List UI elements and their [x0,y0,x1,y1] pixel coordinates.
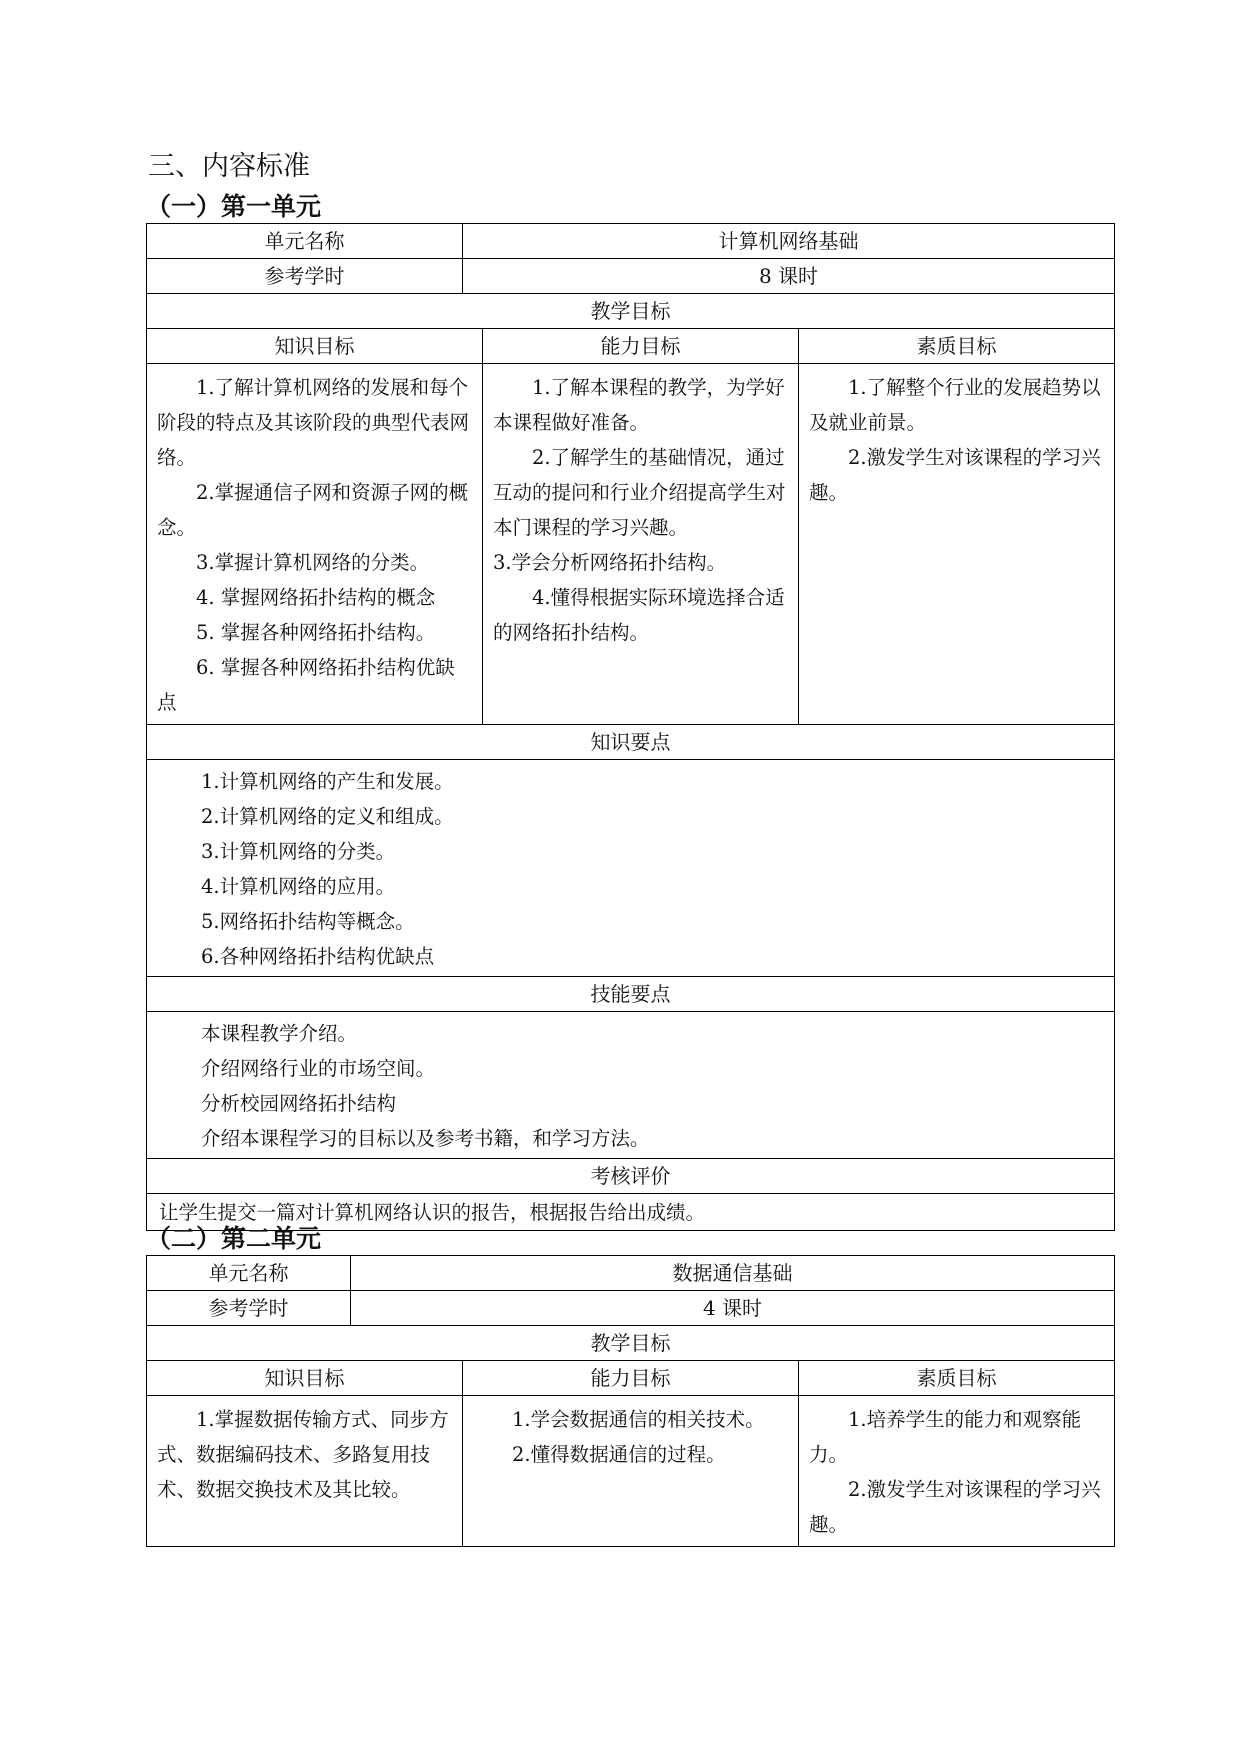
list-item: 1.了解本课程的教学，为学好本课程做好准备。 [493,376,785,434]
unit2-hours-label: 参考学时 [147,1291,351,1326]
list-item: 1.计算机网络的产生和发展。 [201,770,454,793]
list-item: 介绍本课程学习的目标以及参考书籍，和学习方法。 [201,1127,650,1150]
unit2-name-row [147,1256,1115,1291]
unit1-name-label: 单元名称 [147,224,463,259]
list-item: 3.计算机网络的分类。 [201,840,396,863]
unit2-objectives-content-row [147,1396,1115,1547]
unit1-hours-value: 8 课时 [463,259,1115,294]
list-item: 3.学会分析网络拓扑结构。 [493,551,727,574]
unit1-key-points-header: 知识要点 [147,725,1115,760]
unit1-ability-header: 能力目标 [483,329,799,364]
list-item: 分析校园网络拓扑结构 [201,1092,397,1115]
list-item: 4. 掌握网络拓扑结构的概念 [196,586,436,609]
list-item: 1.学会数据通信的相关技术。 [512,1408,765,1431]
unit2-heading: （二）第二单元 [146,1224,322,1253]
unit2-objectives-header-row [147,1326,1115,1361]
unit1-skills-cell [147,1012,1115,1159]
unit1-hours-row [147,259,1115,294]
list-item: 1.了解计算机网络的发展和每个阶段的特点及其该阶段的典型代表网络。 [157,376,470,469]
unit1-objective-columns-row [147,329,1115,364]
list-item: 2.掌握通信子网和资源子网的概念。 [157,481,469,539]
unit2-objectives-header: 教学目标 [147,1326,1115,1361]
unit1-name-row [147,224,1115,259]
unit1-assessment-text: 让学生提交一篇对计算机网络认识的报告，根据报告给出成绩。 [147,1194,1115,1231]
unit2-quality-cell [799,1396,1115,1547]
unit1-objectives-content-row [147,364,1115,725]
unit1-skills-header: 技能要点 [147,977,1115,1012]
list-item: 4.计算机网络的应用。 [201,875,396,898]
list-item: 2.激发学生对该课程的学习兴趣。 [809,446,1101,504]
unit1-quality-header: 素质目标 [799,329,1115,364]
unit1-key-points-cell [147,760,1115,977]
unit1-quality-cell [799,364,1115,725]
unit2-objective-columns-row [147,1361,1115,1396]
unit1-key-points-header-row [147,725,1115,760]
list-item: 1.掌握数据传输方式、同步方式、数据编码技术、多路复用技术、数据交换技术及其比较。 [157,1408,449,1501]
unit2-knowledge-cell [147,1396,463,1547]
unit2-ability-cell [463,1396,799,1547]
unit2-table [146,1255,1115,1547]
unit2-knowledge-header: 知识目标 [147,1361,463,1396]
unit1-hours-label: 参考学时 [147,259,463,294]
unit1-knowledge-cell [147,364,483,725]
unit1-name-value: 计算机网络基础 [463,224,1115,259]
unit1-assessment-header: 考核评价 [147,1159,1115,1194]
list-item: 5. 掌握各种网络拓扑结构。 [196,621,436,644]
list-item: 3.掌握计算机网络的分类。 [196,551,430,574]
list-item: 1.了解整个行业的发展趋势以及就业前景。 [809,376,1101,434]
unit1-heading: （一）第一单元 [146,192,322,221]
unit1-table [146,223,1115,1231]
unit1-assessment-header-row [147,1159,1115,1194]
list-item: 5.网络拓扑结构等概念。 [201,910,415,933]
unit2-quality-header: 素质目标 [799,1361,1115,1396]
list-item: 2.懂得数据通信的过程。 [512,1443,726,1466]
unit1-skills-header-row [147,977,1115,1012]
list-item: 介绍网络行业的市场空间。 [201,1057,436,1080]
list-item: 2.激发学生对该课程的学习兴趣。 [809,1478,1101,1536]
unit2-hours-value: 4 课时 [351,1291,1115,1326]
unit2-hours-row [147,1291,1115,1326]
unit2-name-label: 单元名称 [147,1256,351,1291]
unit1-objectives-header: 教学目标 [147,294,1115,329]
list-item: 2.了解学生的基础情况，通过互动的提问和行业介绍提高学生对本门课程的学习兴趣。 [493,446,786,539]
unit2-name-value: 数据通信基础 [351,1256,1115,1291]
unit1-objectives-header-row [147,294,1115,329]
unit1-key-points-row [147,760,1115,977]
unit1-skills-row [147,1012,1115,1159]
unit1-ability-cell [483,364,799,725]
list-item: 本课程教学介绍。 [201,1022,358,1045]
list-item: 6.各种网络拓扑结构优缺点 [201,945,435,968]
list-item: 6. 掌握各种网络拓扑结构优缺点 [157,656,455,714]
unit1-knowledge-header: 知识目标 [147,329,483,364]
list-item: 1.培养学生的能力和观察能力。 [809,1408,1082,1466]
list-item: 4.懂得根据实际环境选择合适的网络拓扑结构。 [493,586,785,644]
list-item: 2.计算机网络的定义和组成。 [201,805,454,828]
unit2-ability-header: 能力目标 [463,1361,799,1396]
section-title: 三、内容标准 [148,151,310,182]
